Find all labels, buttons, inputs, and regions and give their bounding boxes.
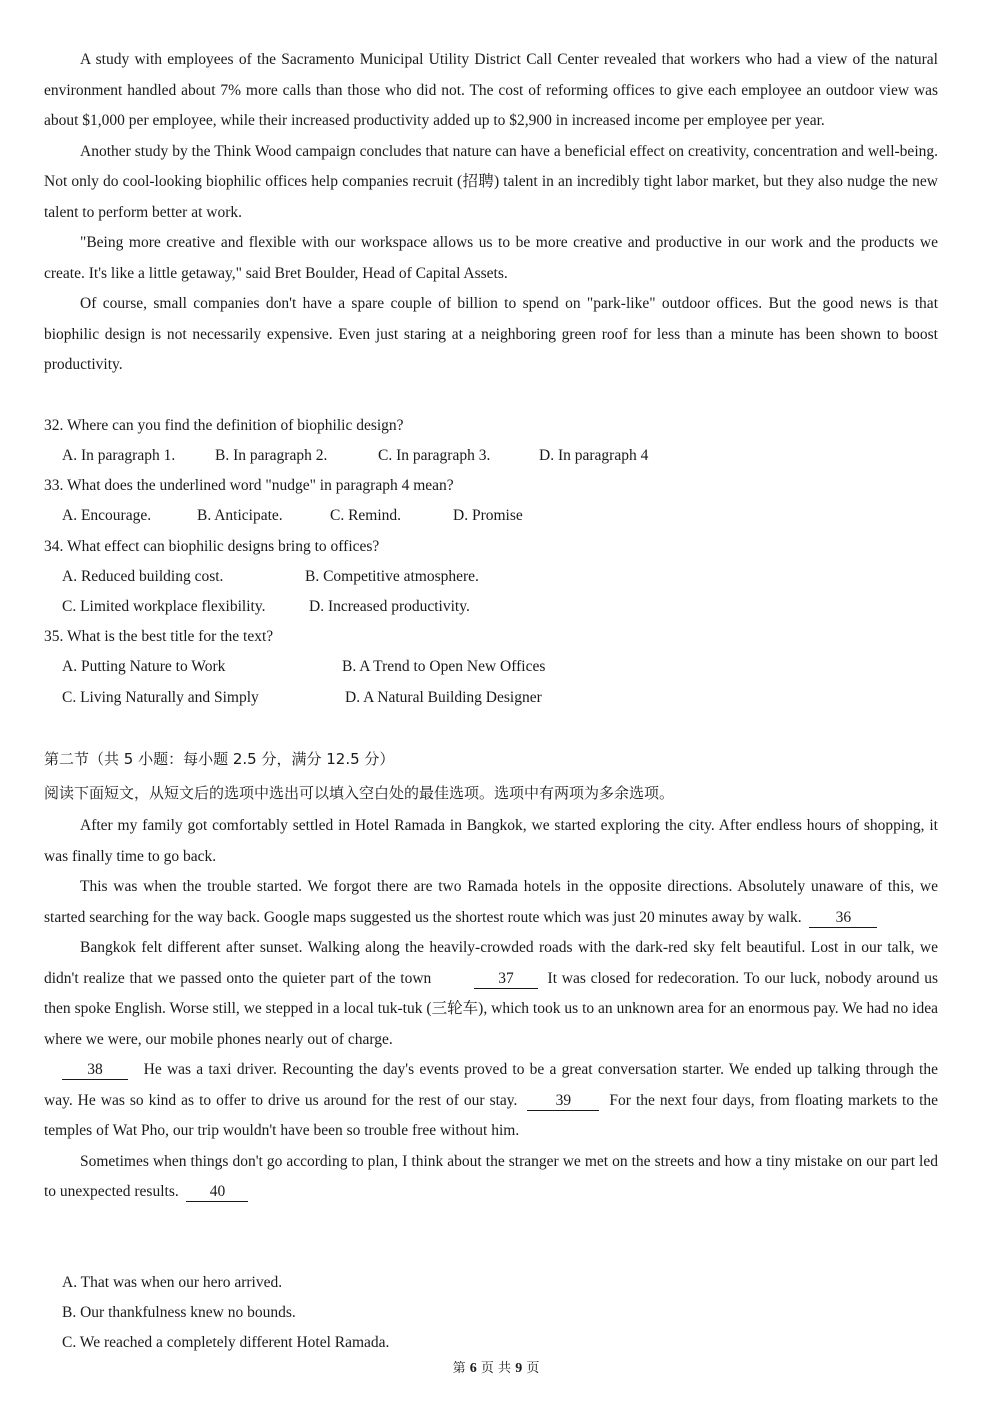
question-34-option-d[interactable]: D. Increased productivity. <box>309 598 470 615</box>
question-35-stem: 35. What is the best title for the text? <box>44 628 274 645</box>
cloze-paragraph-1: After my family got comfortably settled in Hotel Ramada in Bangkok, we started exploring the city. After endless hours of shopping, it was finally time to go back. <box>44 817 938 865</box>
question-32-option-c[interactable]: C. In paragraph 3. <box>378 447 491 464</box>
footer-prefix: 第 <box>452 1361 466 1376</box>
footer-middle: 页 共 <box>480 1361 512 1376</box>
question-32-option-a[interactable]: A. In paragraph 1. <box>62 447 176 464</box>
section-heading: 第二节（共 5 小题：每小题 2.5 分，满分 12.5 分） <box>44 750 395 768</box>
footer-total-pages: 9 <box>515 1361 523 1376</box>
cloze-paragraph-3-text-b: It was closed for redecoration. To our luck, nobody around us then spoke English. Worse still, we stepped in a local tuk-tuk (三轮车), which took us to an unknown area for an enormous pay. We had no idea where we were, our mobile phones nearly out of charge. <box>44 969 939 1048</box>
cloze-paragraph-2-text: This was when the trouble started. We forgot there are two Ramada hotels in the opposite directions. Absolutely unaware of this, we started searching for the way back. Google maps suggested us the shortest route which was just 20 minutes away by walk. <box>44 878 938 926</box>
question-32-option-b[interactable]: B. In paragraph 2. <box>215 447 328 464</box>
cloze-paragraph-4-text-a: He was a taxi driver. Recounting the day's events proved to be a great conversation starter. We ended up talking through the way. He was so kind as to offer to drive us around for the rest of our stay. <box>44 1061 938 1109</box>
question-35-option-d[interactable]: D. A Natural Building Designer <box>345 689 542 706</box>
question-33-option-a[interactable]: A. Encourage. <box>62 507 152 524</box>
footer-suffix: 页 <box>526 1361 540 1376</box>
cloze-paragraph-4 <box>44 1055 938 1147</box>
question-34-option-a[interactable]: A. Reduced building cost. <box>62 568 224 585</box>
page-footer <box>0 1360 992 1378</box>
question-34-option-b[interactable]: B. Competitive atmosphere. <box>305 568 479 585</box>
question-34-option-c[interactable]: C. Limited workplace flexibility. <box>62 598 266 615</box>
cloze-paragraph-3 <box>44 933 938 1055</box>
section-instruction: 阅读下面短文，从短文后的选项中选出可以填入空白处的最佳选项。选项中有两项为多余选项。 <box>44 784 675 802</box>
question-33-option-b[interactable]: B. Anticipate. <box>197 507 283 524</box>
footer-page-number: 6 <box>469 1361 477 1376</box>
question-35-option-a[interactable]: A. Putting Nature to Work <box>62 658 226 675</box>
passage-paragraph-4: Of course, small companies don't have a spare couple of billion to spend on "park-like" outdoor offices. But the good news is that biophilic design is not necessarily expensive. Even just staring at a neighboring green roof for less than a minute has been shown to boost productivity. <box>44 295 938 373</box>
question-32-option-d[interactable]: D. In paragraph 4 <box>539 447 649 464</box>
blank-37[interactable]: 37 <box>474 970 538 989</box>
blank-38[interactable]: 38 <box>62 1061 128 1080</box>
passage-paragraph-2: Another study by the Think Wood campaign concludes that nature can have a beneficial effect on creativity, concentration and well-being. Not only do cool-looking biophilic offices help companies recruit (招聘) talent in an incredibly tight labor market, but they also nudge the new talent to perform better at work. <box>44 142 938 221</box>
cloze-paragraph-5 <box>44 1147 938 1208</box>
blank-36[interactable]: 36 <box>809 909 877 928</box>
cloze-paragraph-2 <box>44 872 938 933</box>
question-35-option-c[interactable]: C. Living Naturally and Simply <box>62 689 259 706</box>
question-33-stem: 33. What does the underlined word "nudge" in paragraph 4 mean? <box>44 477 454 494</box>
cloze-paragraph-3-text-a: Bangkok felt different after sunset. Walking along the heavily-crowded roads with the dark-red sky felt beautiful. Lost in our talk, we didn't realize that we passed onto the quieter part of the town <box>44 939 938 987</box>
question-33-option-c[interactable]: C. Remind. <box>330 507 402 524</box>
passage-paragraph-3: "Being more creative and flexible with our workspace allows us to be more creative and productive in our work and the products we create. It's like a little getaway," said Bret Boulder, Head of Capital Assets. <box>44 234 938 282</box>
question-32-stem: 32. Where can you find the definition of biophilic design? <box>44 417 404 434</box>
choice-b[interactable]: B. Our thankfulness knew no bounds. <box>62 1304 296 1321</box>
choice-a[interactable]: A. That was when our hero arrived. <box>62 1274 283 1291</box>
question-33-option-d[interactable]: D. Promise <box>453 507 523 524</box>
cloze-paragraph-5-text: Sometimes when things don't go according to plan, I think about the stranger we met on the streets and how a tiny mistake on our part led to unexpected results. <box>44 1152 938 1200</box>
question-35-option-b[interactable]: B. A Trend to Open New Offices <box>342 658 546 675</box>
cloze-paragraph-4-text-b: For the next four days, from floating markets to the temples of Wat Pho, our trip wouldn't have been so trouble free without him. <box>44 1091 939 1139</box>
choice-c[interactable]: C. We reached a completely different Hotel Ramada. <box>62 1334 390 1351</box>
blank-40[interactable]: 40 <box>186 1183 248 1202</box>
passage-paragraph-1: A study with employees of the Sacramento Municipal Utility District Call Center revealed that workers who had a view of the natural environment handled about 7% more calls than those who did not. The cost of reforming offices to give each employee an outdoor view was about $1,000 per employee, while their increased productivity added up to $2,900 in increased income per employee per year. <box>44 51 938 129</box>
passage-c <box>44 45 938 381</box>
question-34-stem: 34. What effect can biophilic designs bring to offices? <box>44 538 380 555</box>
blank-39[interactable]: 39 <box>527 1092 599 1111</box>
cloze-passage <box>44 811 938 1208</box>
